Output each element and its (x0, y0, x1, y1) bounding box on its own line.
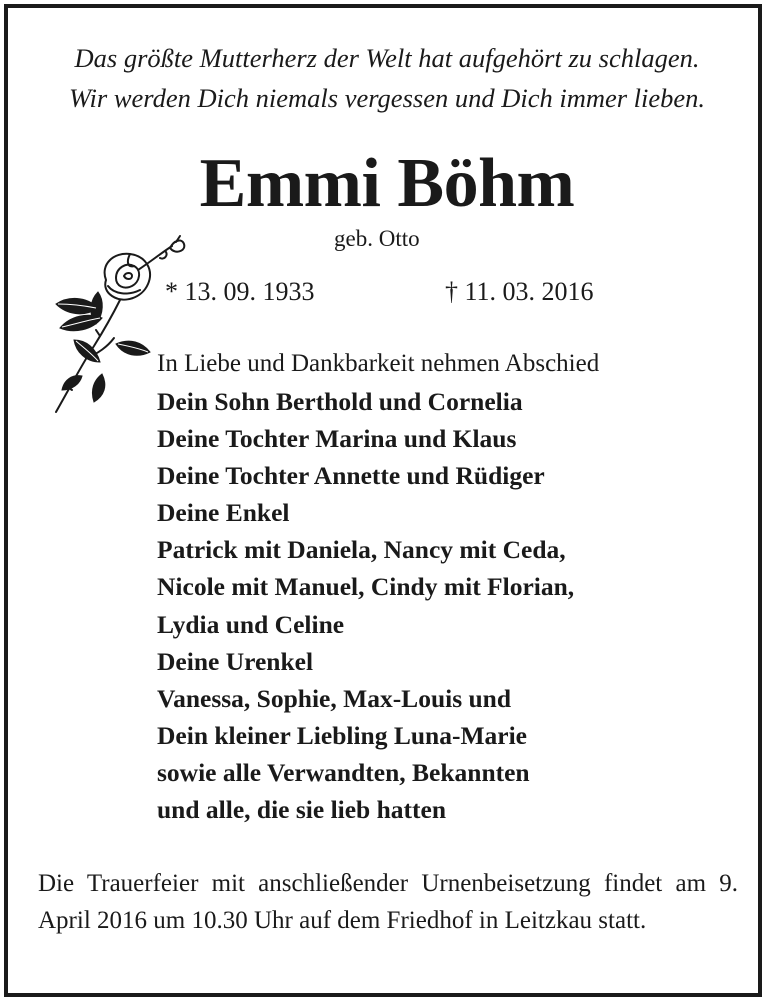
maiden-name: geb. Otto (334, 226, 420, 251)
farewell-intro: In Liebe und Dankbarkeit nehmen Abschied (157, 350, 600, 377)
mourner-line: sowie alle Verwandten, Bekannten (157, 757, 530, 787)
mourner-line: Dein kleiner Liebling Luna-Marie (157, 720, 527, 750)
mourners-list (157, 383, 574, 828)
mourner-line: und alle, die sie lieb hatten (157, 795, 447, 825)
mourner-line: Vanessa, Sophie, Max-Louis und (157, 683, 512, 713)
mourner-line: Dein Sohn Berthold und Cornelia (157, 387, 523, 416)
mourner-line: Deine Tochter Annette und Rüdiger (157, 461, 545, 491)
death-date: † 11. 03. 2016 (445, 277, 594, 306)
mourner-line: Deine Urenkel (157, 646, 314, 676)
mourner-line: Patrick mit Daniela, Nancy mit Ceda, (157, 535, 566, 565)
motto-line: Das größte Mutterherz der Welt hat aufgehört zu schlagen. (74, 43, 700, 73)
deceased-name: Emmi Böhm (199, 145, 575, 222)
motto-line: Wir werden Dich niemals vergessen und Dich immer lieben. (68, 83, 706, 113)
mourner-line: Deine Enkel (157, 498, 290, 528)
birth-date: * 13. 09. 1933 (165, 277, 315, 306)
ceremony-notice: Die Trauerfeier mit anschließender Urnenbeisetzung findet am 9. April 2016 um 10.30 Uhr auf dem Friedhof in Leitzkau statt. (38, 870, 738, 934)
motto (8, 38, 766, 118)
mourner-line: Nicole mit Manuel, Cindy mit Florian, (157, 572, 575, 602)
obituary-frame (4, 4, 762, 997)
mourner-line: Deine Tochter Marina und Klaus (157, 424, 517, 454)
mourner-line: Lydia und Celine (157, 609, 345, 639)
